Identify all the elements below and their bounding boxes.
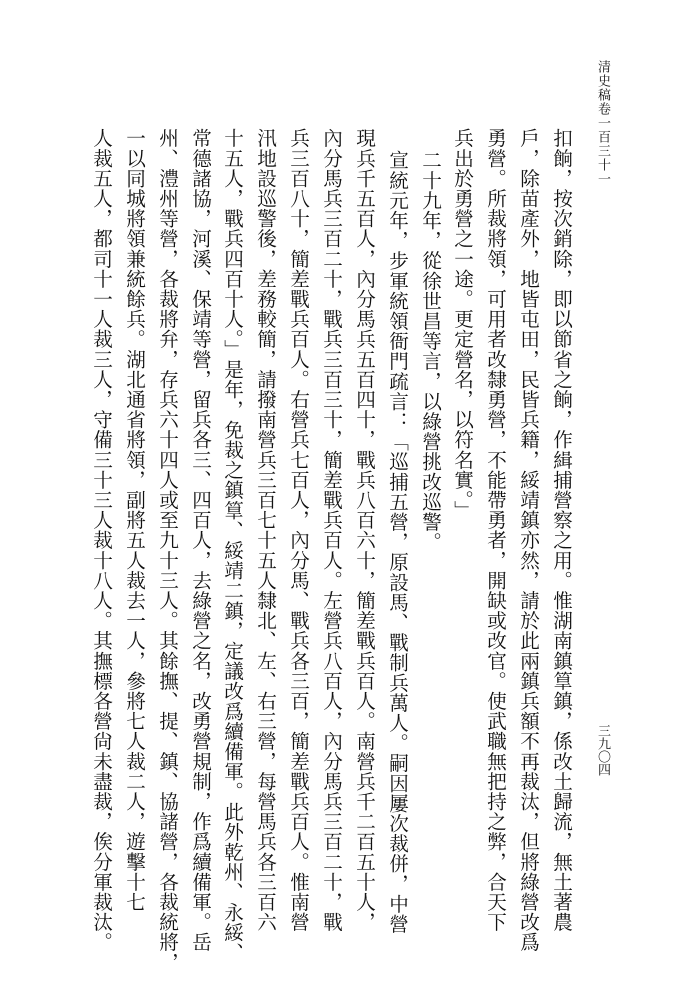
header-title: 清史稿卷一百三十一 xyxy=(595,60,610,186)
text-column: 二十九年，從徐世昌等言，以綠營挑改巡警。 xyxy=(418,150,442,552)
text-column: 兵出於勇營之一途。更定營名，以符名實。」 xyxy=(450,128,474,521)
text-column: 戶，除苗產外，地皆屯田，民皆兵籍，綏靖鎮亦然，請於此兩鎮兵額不再裁汰，但將綠營改爲 xyxy=(516,128,540,953)
text-column: 宣統元年，步軍統領衙門疏言：「巡捕五營，原設馬、戰制兵萬人。嗣因屢次裁併，中營 xyxy=(385,150,409,934)
text-column: 勇營。所裁將領，可用者改隸勇營，不能帶勇者，開缺或改官。使武職無把持之弊，合天下 xyxy=(483,128,507,932)
text-column: 兵三百八十，簡差戰兵百人。右營兵七百人，內分馬、戰兵各三百，簡差戰兵百人。惟南營 xyxy=(286,128,310,932)
text-column: 內分馬兵三百二十，戰兵三百三十，簡差戰兵百人。左營兵八百人，內分馬兵三百二十，戰 xyxy=(319,128,343,932)
text-column: 扣餉，按次銷除，即以節省之餉，作緝捕營察之用。惟湖南鎮筸鎮，係改土歸流，無土著農 xyxy=(549,128,573,932)
page-number: 三九〇四 xyxy=(595,724,610,776)
text-column: 現兵千五百人，內分馬兵五百四十，戰兵八百六十，簡差戰兵百人。南營兵千二百五十人， xyxy=(352,128,376,932)
text-column: 常德諸協，河溪、保靖等營，留兵各三、四百人，去綠營之名，改勇營規制，作爲續備軍。岳 xyxy=(188,128,212,953)
text-column: 州、澧州等營，各裁將弁，存兵六十四人或至九十三人。其餘撫、提、鎮、協諸營，各裁統將， xyxy=(155,128,179,973)
text-column: 汛地設巡警後，差務較簡，請撥南營兵三百七十五人隸北、左、右三營，每營馬兵各三百六 xyxy=(253,128,277,932)
text-column: 一以同城將領兼統餘兵。湖北通省將領，副將五人裁去一人，參將七人裁二人，遊擊十七 xyxy=(122,128,146,912)
text-column: 十五人，戰兵四百十人。」是年，免裁之鎮筸、綏靖二鎮，定議改爲續備軍。此外乾州、永綏、 xyxy=(220,128,244,963)
text-column: 人裁五人，都司十一人裁三人，守備三十三人裁十八人。其撫標各營尙未盡裁，俟分軍裁汰。 xyxy=(89,128,113,953)
